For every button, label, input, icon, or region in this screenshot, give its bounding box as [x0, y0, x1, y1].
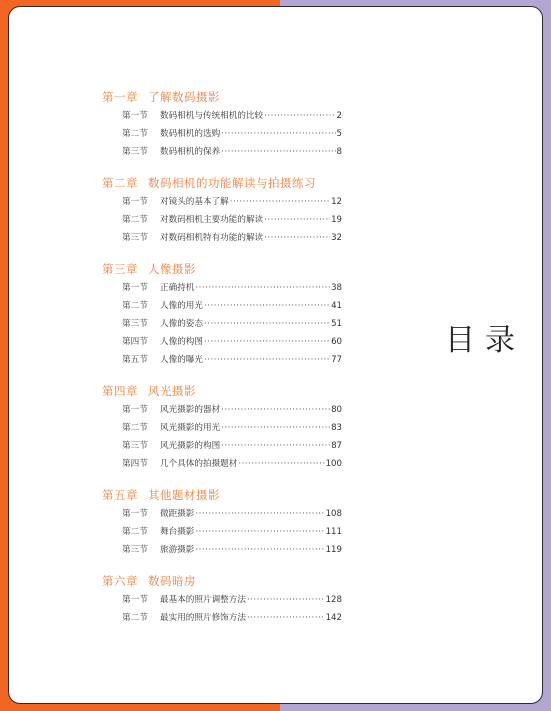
dot-leader: [221, 401, 330, 419]
section-title: 微距摄影: [160, 509, 195, 519]
page-number: 128: [325, 595, 342, 605]
section-title: 舞台摄影: [160, 527, 195, 537]
page-number: 41: [331, 301, 342, 311]
page-number: 51: [331, 319, 342, 329]
section-title: 风光摄影的构图: [160, 441, 221, 451]
section-number: 第一节: [122, 283, 148, 293]
page-heading: 目录: [445, 323, 525, 358]
dot-leader: [204, 315, 330, 333]
section-title: 数码相机的保养: [160, 147, 221, 157]
section-entry[interactable]: [102, 523, 342, 541]
dot-leader: [195, 505, 324, 523]
section-entry[interactable]: [102, 143, 342, 161]
chapter: [102, 259, 342, 369]
section-number: 第三节: [122, 319, 148, 329]
section-entry[interactable]: [102, 351, 342, 369]
chapter-number: 第三章: [102, 262, 138, 276]
section-number: 第一节: [122, 111, 148, 121]
page-number: 142: [325, 613, 342, 623]
section-title: 几个具体的拍摄题材: [160, 459, 238, 469]
dot-leader: [195, 279, 330, 297]
section-number: 第三节: [122, 147, 148, 157]
section-number: 第三节: [122, 441, 148, 451]
section-number: 第二节: [122, 613, 148, 623]
section-entry[interactable]: [102, 125, 342, 143]
section-number: 第三节: [122, 233, 148, 243]
chapter-name: 其他题材摄影: [148, 488, 220, 502]
section-title: 风光摄影的用光: [160, 423, 221, 433]
section-title: 数码相机的选购: [160, 129, 221, 139]
chapter-name: 数码相机的功能解读与拍摄练习: [148, 176, 316, 190]
dot-leader: [221, 125, 335, 143]
chapter-number: 第一章: [102, 90, 138, 104]
section-entry[interactable]: [102, 107, 342, 125]
dot-leader: [221, 143, 335, 161]
page-number: 2: [336, 111, 342, 121]
chapter-name: 数码暗房: [148, 574, 196, 588]
section-title: 人像的构图: [160, 337, 203, 347]
section-title: 人像的姿态: [160, 319, 203, 329]
section-title: 对数码相机主要功能的解读: [160, 215, 264, 225]
table-of-contents: [102, 87, 342, 639]
dot-leader: [195, 523, 324, 541]
chapter: [102, 173, 342, 247]
section-entry[interactable]: [102, 193, 342, 211]
page-number: 5: [336, 129, 342, 139]
document-page: [8, 6, 543, 704]
dot-leader: [204, 351, 330, 369]
section-entry[interactable]: [102, 541, 342, 559]
dot-leader: [264, 211, 330, 229]
page-number: 60: [331, 337, 342, 347]
chapter-name: 人像摄影: [148, 262, 196, 276]
section-entry[interactable]: [102, 279, 342, 297]
chapter-number: 第四章: [102, 384, 138, 398]
section-title: 人像的曝光: [160, 355, 203, 365]
chapter-title[interactable]: [102, 259, 342, 279]
section-entry[interactable]: [102, 401, 342, 419]
chapter-title[interactable]: [102, 485, 342, 505]
page-number: 12: [331, 197, 342, 207]
section-number: 第二节: [122, 301, 148, 311]
section-title: 正确持机: [160, 283, 195, 293]
section-entry[interactable]: [102, 297, 342, 315]
page-number: 77: [331, 355, 342, 365]
section-title: 人像的用光: [160, 301, 203, 311]
section-title: 旅游摄影: [160, 545, 195, 555]
chapter-title[interactable]: [102, 173, 342, 193]
section-entry[interactable]: [102, 437, 342, 455]
page-number: 100: [325, 459, 342, 469]
chapter: [102, 571, 342, 627]
dot-leader: [221, 437, 330, 455]
section-number: 第四节: [122, 337, 148, 347]
dot-leader: [204, 333, 330, 351]
section-number: 第一节: [122, 509, 148, 519]
section-number: 第一节: [122, 405, 148, 415]
dot-leader: [238, 455, 324, 473]
section-entry[interactable]: [102, 591, 342, 609]
chapter-title[interactable]: [102, 381, 342, 401]
section-entry[interactable]: [102, 211, 342, 229]
dot-leader: [247, 591, 325, 609]
section-number: 第五节: [122, 355, 148, 365]
section-title: 最基本的照片调整方法: [160, 595, 246, 605]
dot-leader: [221, 419, 330, 437]
section-number: 第二节: [122, 129, 148, 139]
section-number: 第二节: [122, 215, 148, 225]
chapter-name: 风光摄影: [148, 384, 196, 398]
page-number: 83: [331, 423, 342, 433]
section-title: 风光摄影的器材: [160, 405, 221, 415]
section-number: 第一节: [122, 197, 148, 207]
page-number: 19: [331, 215, 342, 225]
section-entry[interactable]: [102, 333, 342, 351]
section-entry[interactable]: [102, 609, 342, 627]
page-number: 108: [325, 509, 342, 519]
section-number: 第二节: [122, 527, 148, 537]
dot-leader: [264, 107, 335, 125]
chapter-number: 第二章: [102, 176, 138, 190]
chapter-title[interactable]: [102, 87, 342, 107]
dot-leader: [247, 609, 325, 627]
chapter: [102, 87, 342, 161]
page-number: 32: [331, 233, 342, 243]
section-entry[interactable]: [102, 229, 342, 247]
page-number: 87: [331, 441, 342, 451]
section-entry[interactable]: [102, 505, 342, 523]
dot-leader: [264, 229, 330, 247]
chapter-title[interactable]: [102, 571, 342, 591]
chapter-name: 了解数码摄影: [148, 90, 220, 104]
page-number: 111: [325, 527, 342, 537]
section-number: 第四节: [122, 459, 148, 469]
section-entry[interactable]: [102, 419, 342, 437]
section-title: 对数码相机特有功能的解读: [160, 233, 264, 243]
page-number: 8: [336, 147, 342, 157]
chapter-number: 第六章: [102, 574, 138, 588]
page-number: 38: [331, 283, 342, 293]
section-number: 第一节: [122, 595, 148, 605]
dot-leader: [195, 541, 324, 559]
section-title: 数码相机与传统相机的比较: [160, 111, 264, 121]
section-entry[interactable]: [102, 455, 342, 473]
page-number: 80: [331, 405, 342, 415]
section-number: 第三节: [122, 545, 148, 555]
dot-leader: [230, 193, 330, 211]
section-number: 第二节: [122, 423, 148, 433]
dot-leader: [204, 297, 330, 315]
section-entry[interactable]: [102, 315, 342, 333]
section-title: 对镜头的基本了解: [160, 197, 229, 207]
page-number: 119: [325, 545, 342, 555]
chapter: [102, 381, 342, 473]
chapter: [102, 485, 342, 559]
section-title: 最实用的照片修饰方法: [160, 613, 246, 623]
chapter-number: 第五章: [102, 488, 138, 502]
